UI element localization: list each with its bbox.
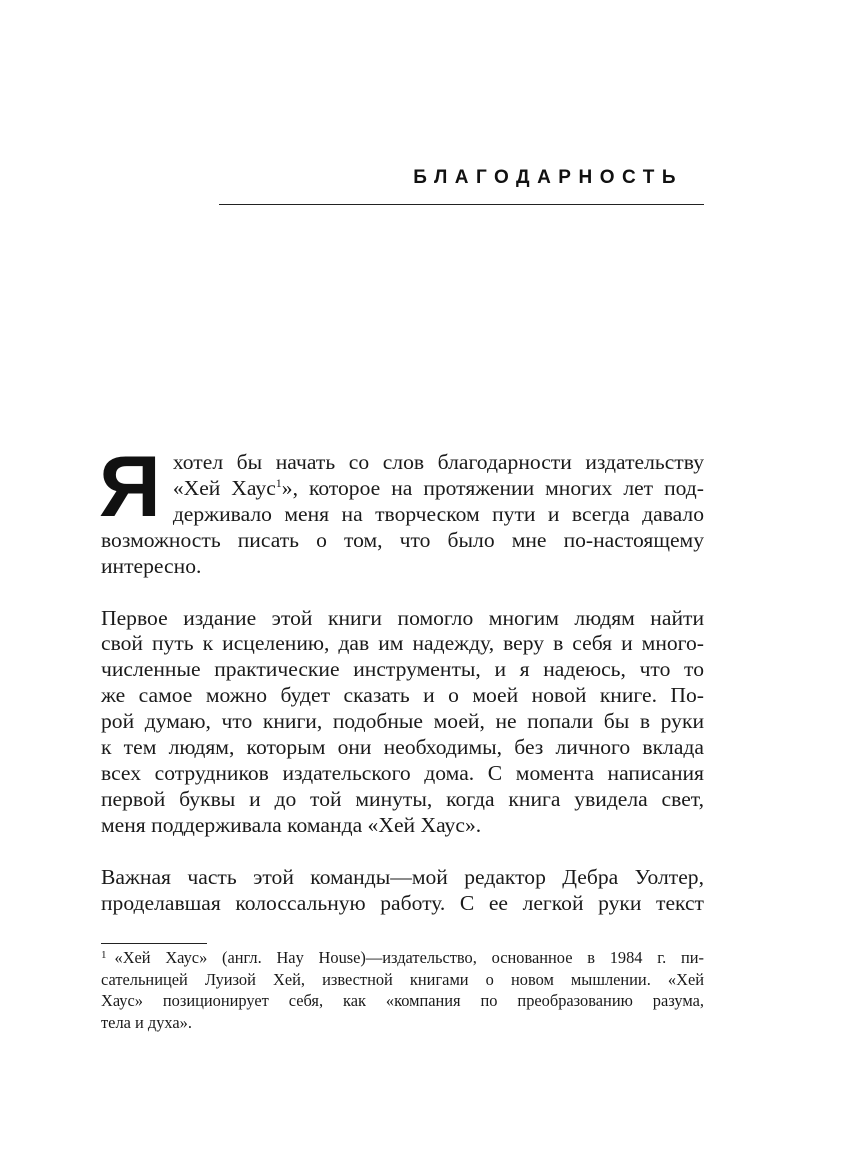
text-line: проделавшая колоссальную работу. С ее легкой руки текст — [101, 890, 704, 915]
paragraph-3 — [101, 865, 704, 917]
footnote-reference[interactable]: 1 — [275, 475, 282, 490]
footnote-separator — [101, 943, 207, 944]
text-line: к тем людям, которым они необходимы, без личного вклада — [101, 735, 704, 760]
text-line: Первое издание этой книги помогло многим людям найти — [101, 605, 704, 630]
text-line: возможность писать о том, что было мне по-настоящему — [101, 527, 704, 552]
footnote-mark: 1 — [101, 949, 107, 961]
text-line: меня поддерживала команда «Хей Хаус». — [101, 812, 482, 837]
text-line: всех сотрудников издательского дома. С момента написания — [101, 760, 704, 785]
text-line: рой думаю, что книги, подобные моей, не попали бы в руки — [101, 709, 704, 734]
paragraph-1 — [99, 439, 704, 580]
text-line: интересно. — [101, 553, 202, 578]
footnote-line — [101, 947, 704, 969]
footnote-line: тела и духа». — [101, 1013, 192, 1033]
text-line: же самое можно будет сказать и о моей новой книге. По- — [101, 683, 704, 708]
footnote-line: Хаус» позиционирует себя, как «компания по преобразованию разума, — [101, 991, 704, 1011]
text-segment: », которое на протяжении многих лет под- — [281, 475, 704, 500]
drop-cap: Я — [99, 439, 161, 535]
body-text — [99, 439, 704, 943]
text-line: свой путь к исцелению, дав им надежду, веру в себя и много- — [101, 631, 704, 656]
text-segment: «Хей Хаус — [172, 475, 276, 500]
text-line: первой буквы и до той минуты, когда книга увидела свет, — [101, 786, 704, 811]
text-line — [101, 476, 704, 502]
chapter-heading: БЛАГОДАРНОСТЬ — [413, 167, 683, 188]
text-line: держивало меня на творческом пути и всегда давало — [172, 501, 704, 526]
paragraph-2 — [101, 606, 704, 839]
text-line: численные практические инструменты, и я надеюсь, что то — [101, 657, 704, 682]
text-line: хотел бы начать со слов благодарности издательству — [172, 450, 704, 474]
heading-underline — [219, 204, 704, 205]
text-line: Важная часть этой команды—мой редактор Дебра Уолтер, — [101, 864, 704, 889]
footnote-text: «Хей Хаус» (англ. Hay House)—издательство, основанное в 1984 г. пи- — [114, 948, 704, 967]
footnote-line: сательницей Луизой Хей, известной книгами о новом мышлении. «Хей — [101, 969, 704, 989]
footnote — [101, 947, 704, 1034]
